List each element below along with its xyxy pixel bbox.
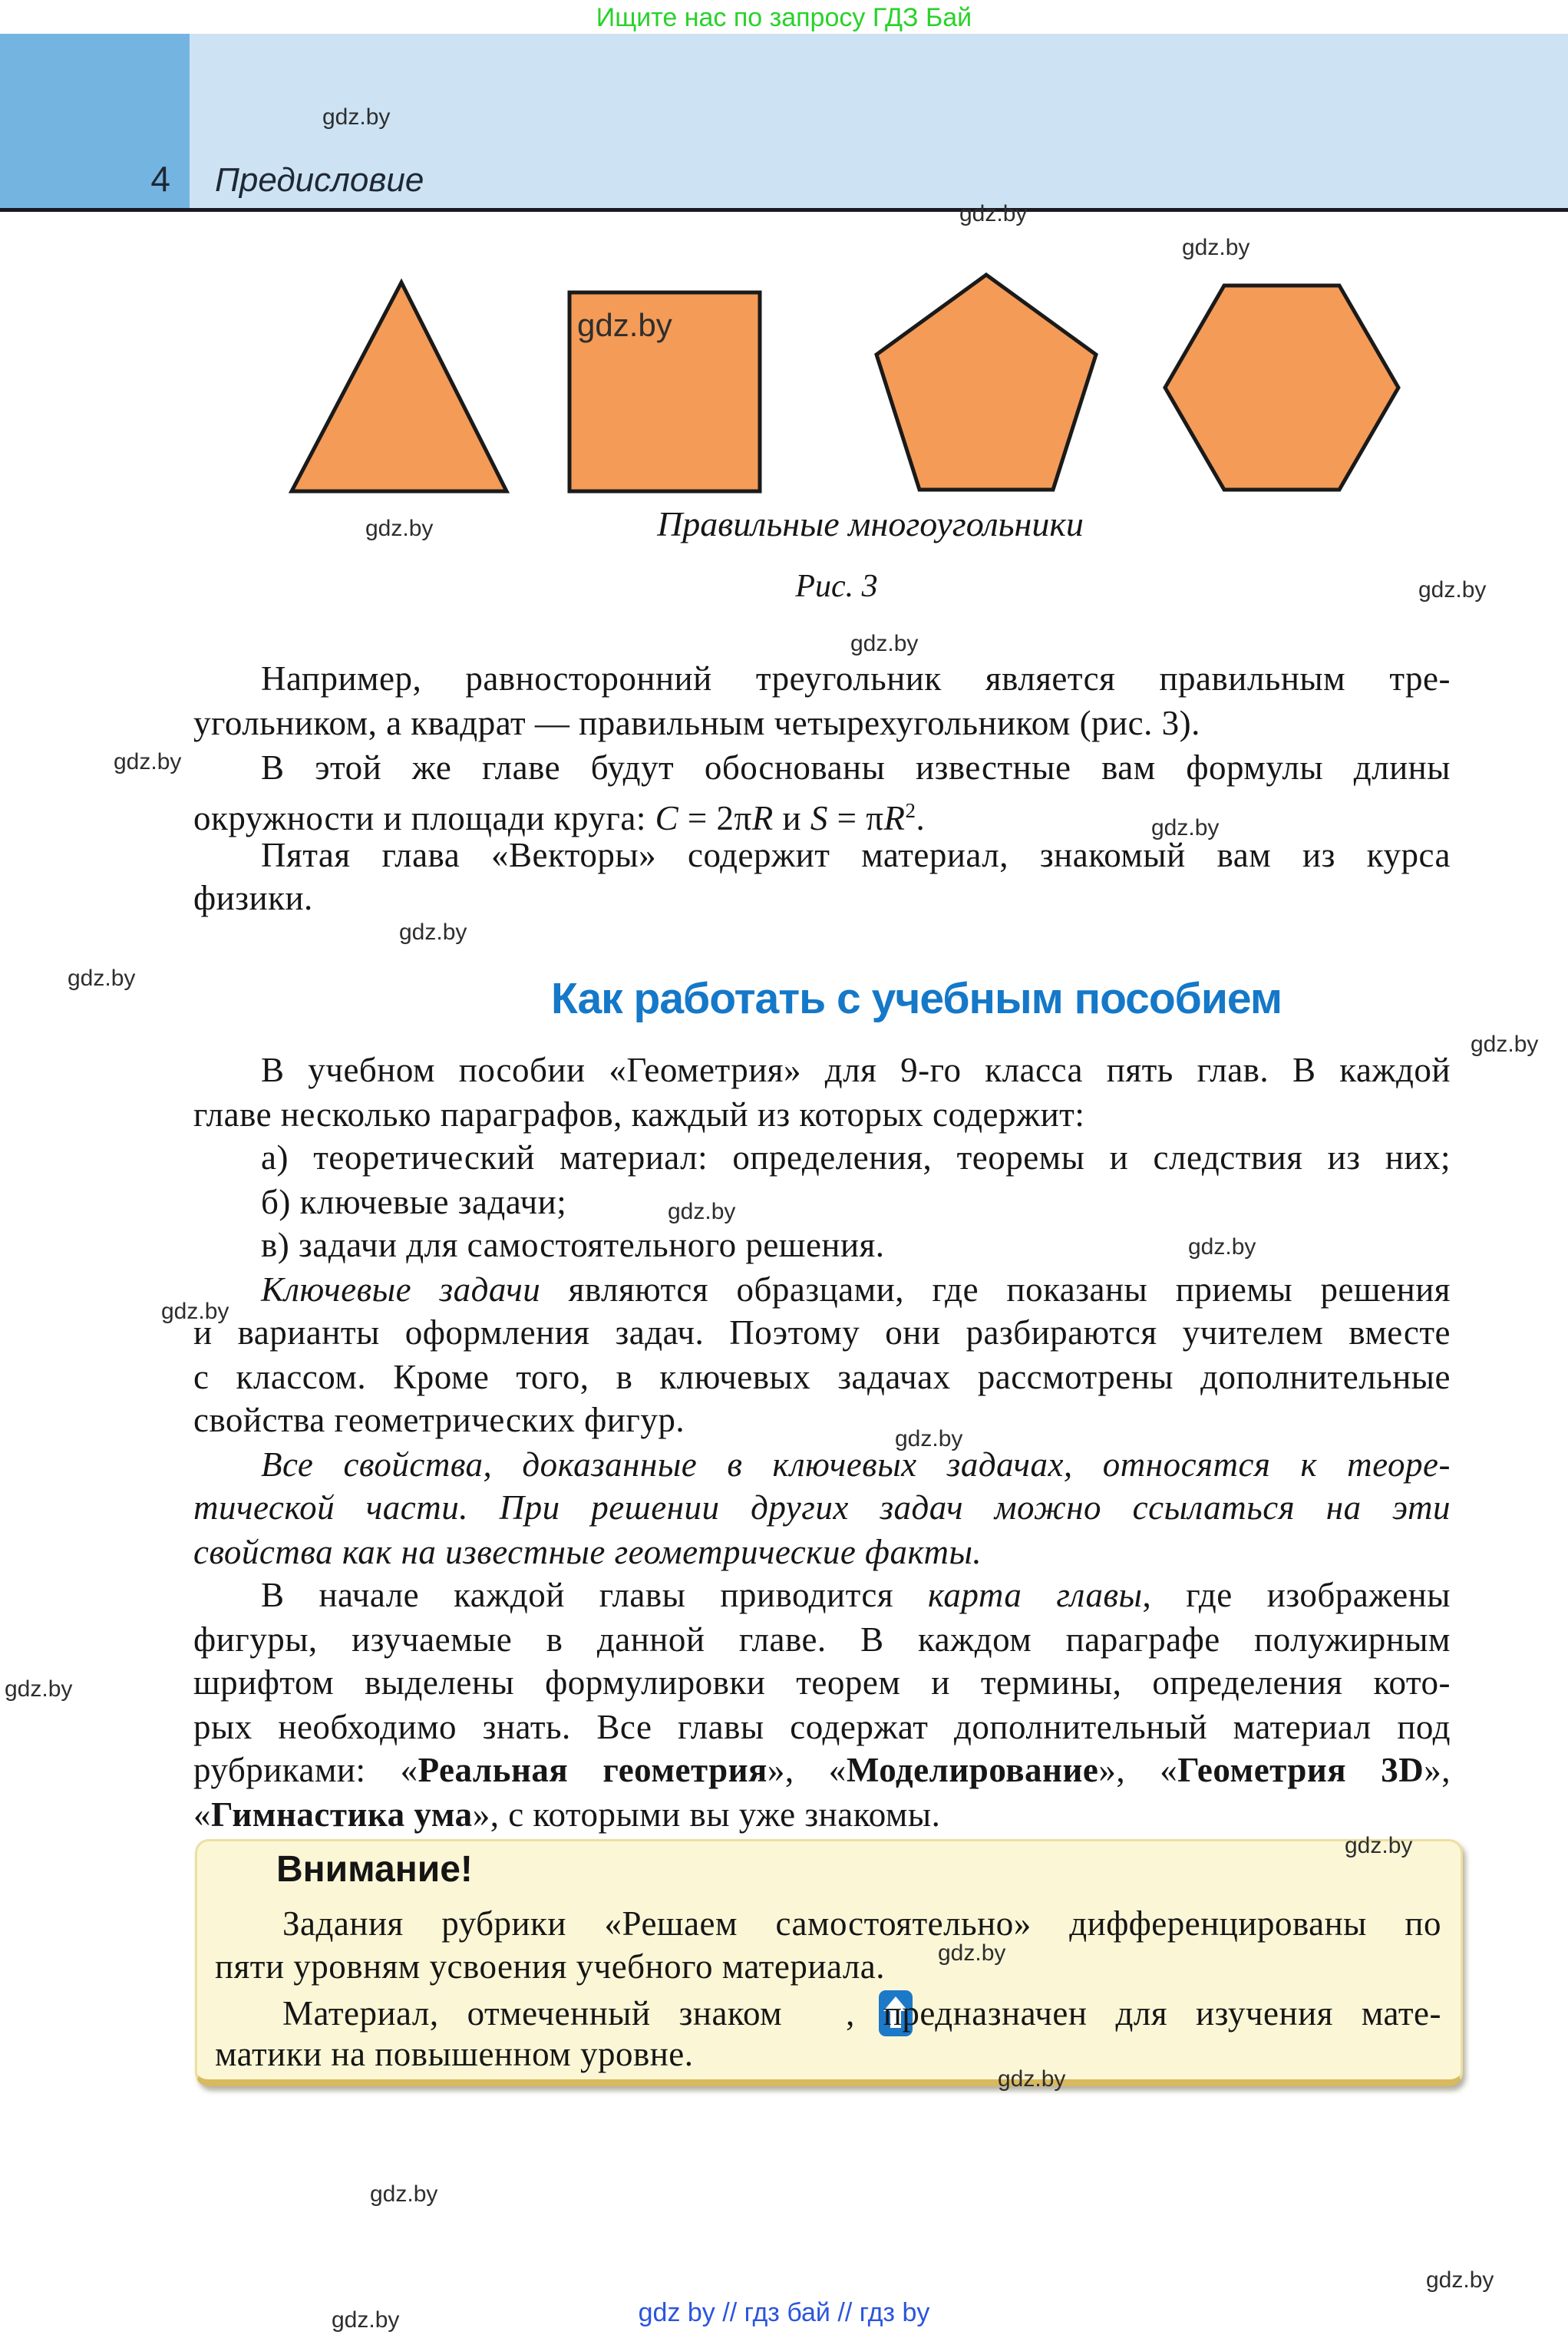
watermark-gdzby: gdz.by [938, 1940, 1006, 1966]
attention-title: Внимание! [276, 1849, 473, 1890]
text-line: физики. [193, 879, 313, 917]
watermark-gdzby: gdz.by [399, 920, 467, 945]
text-line: В учебном пособии «Геометрия» для 9-го класса пять глав. В каждой [261, 1051, 1451, 1089]
text-line: и варианты оформления задач. Поэтому они разбираются учителем вместе [193, 1313, 1451, 1352]
watermark-gdzby: gdz.by [161, 1299, 229, 1324]
text-line: рубриками: «Реальная геометрия», «Моделирование», «Геометрия 3D», [193, 1751, 1451, 1789]
text-line: угольником, а квадрат — правильным четырехугольником (рис. 3). [193, 704, 1200, 742]
text-line: Пятая глава «Векторы» содержит материал, знакомый вам из курса [261, 836, 1451, 874]
page-title: Предисловие [215, 161, 424, 199]
watermark-gdzby: gdz.by [850, 631, 919, 656]
figure-caption: Правильные многоугольники [657, 504, 1084, 543]
watermark-gdzby: gdz.by [365, 516, 434, 541]
text-line: главе несколько параграфов, каждый из которых содержит: [193, 1095, 1085, 1134]
watermark-gdzby: gdz.by [577, 307, 672, 343]
text-line: «Гимнастика ума», с которыми вы уже знакомы. [193, 1795, 941, 1834]
text-line: фигуры, изучаемые в данной главе. В каждом параграфе полужирным [193, 1620, 1451, 1659]
page-number: 4 [150, 159, 170, 199]
polygons-figure [276, 269, 1405, 499]
top-banner-text: Ищите нас по запросу ГДЗ Бай [596, 3, 972, 32]
watermark-gdzby: gdz.by [370, 2181, 438, 2207]
pentagon-shape [876, 275, 1096, 490]
text-line: рых необходимо знать. Все главы содержат дополнительный материал под [193, 1708, 1451, 1746]
watermark-gdzby: gdz.by [114, 749, 182, 774]
text-line: Например, равносторонний треугольник является правильным тре- [261, 659, 1451, 698]
watermark-gdzby: gdz.by [1188, 1234, 1256, 1260]
text-line: Материал, отмеченный знаком , предназначен для изучения мате- [215, 1990, 1441, 2037]
text-line: Задания рубрики «Решаем самостоятельно» дифференцированы по [282, 1904, 1441, 1943]
watermark-gdzby: gdz.by [1151, 815, 1220, 840]
text-line: пяти уровням усвоения учебного материала. [215, 1947, 885, 1986]
text-line: свойства геометрических фигур. [193, 1401, 685, 1439]
watermark-gdzby: gdz.by [998, 2066, 1066, 2092]
text-line: Ключевые задачи являются образцами, где показаны приемы решения [261, 1270, 1451, 1309]
watermark-gdzby: gdz.by [1182, 235, 1250, 260]
watermark-gdzby: gdz.by [895, 1426, 963, 1451]
text-line: Все свойства, доказанные в ключевых задачах, относятся к теоре- [261, 1445, 1451, 1484]
text-line: свойства как на известные геометрические факты. [193, 1533, 982, 1571]
text-line: шрифтом выделены формулировки теорем и термины, определения кото- [193, 1663, 1451, 1702]
text-line: в) задачи для самостоятельного решения. [261, 1226, 885, 1264]
text-line: с классом. Кроме того, в ключевых задачах рассмотрены дополнительные [193, 1358, 1451, 1396]
watermark-gdzby: gdz.by [322, 104, 391, 130]
section-heading: Как работать с учебным пособием [550, 974, 1282, 1023]
text-line: окружности и площади круга: C = 2πR и $S = \pi R^2$. [193, 799, 926, 837]
watermark-gdzby: gdz.by [1345, 1833, 1413, 1858]
text-line: В этой же главе будут обоснованы известные вам формулы длины [261, 748, 1451, 787]
watermark-gdzby: gdz.by [1418, 577, 1487, 603]
figure-label: Рис. 3 [795, 569, 878, 604]
text-line: В начале каждой главы приводится карта главы, где изображены [261, 1576, 1451, 1614]
text-line: б) ключевые задачи; [261, 1183, 567, 1221]
watermark-gdzby: gdz.by [68, 966, 136, 991]
text-line: а) теоретический материал: определения, теоремы и следствия из них; [261, 1138, 1451, 1177]
text-line: матики на повышенном уровне. [215, 2035, 694, 2073]
watermark-gdzby: gdz.by [668, 1199, 736, 1224]
header-divider [0, 208, 1568, 212]
watermark-gdzby: gdz.by [959, 201, 1028, 226]
watermark-gdzby: gdz.by [1426, 2267, 1494, 2293]
arrow-up-icon [810, 1990, 846, 2037]
hexagon-shape [1165, 286, 1398, 490]
watermark-gdzby: gdz.by [1471, 1032, 1539, 1057]
footer-links[interactable]: gdz by // гдз бай // гдз by [638, 2298, 930, 2327]
watermark-gdzby: gdz.by [5, 1676, 73, 1702]
text-line: тической части. При решении других задач можно ссылаться на эти [193, 1488, 1451, 1527]
triangle-shape [292, 282, 507, 491]
watermark-gdzby: gdz.by [332, 2307, 400, 2333]
